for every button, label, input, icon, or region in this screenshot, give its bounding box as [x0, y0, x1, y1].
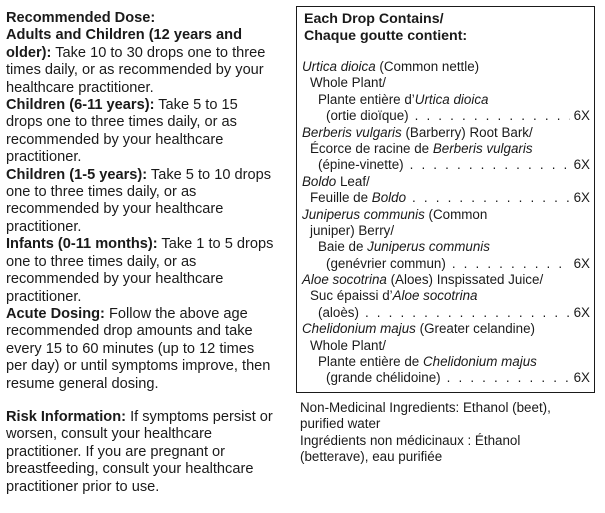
ingredient-line: (ortie dioïque) . . . 6X	[302, 108, 590, 124]
dose-young-children: Children (1-5 years): Take 5 to 10 drops one to three times daily, or as recommended by your healthcare practitioner.	[6, 166, 271, 235]
dose-heading: Recommended Dose:	[6, 10, 156, 26]
ingredient-line: Baie de Juniperus communis	[318, 239, 490, 255]
dose-infants: Infants (0-11 months): Take 1 to 5 drops one to three times daily, or as recommended by your healthcare practitioner.	[6, 236, 274, 305]
ingredient-line: Écorce de racine de Berberis vulgaris	[310, 140, 533, 156]
risk-information: Risk Information: If symptoms persist or worsen, consult your healthcare practitioner. If you are pregnant or breastfeeding, consult your healthcare practitioner prior to use.	[6, 408, 273, 495]
ingredient-line: (genévrier commun) . . . 6X	[302, 256, 590, 272]
ingredient-line: (grande chélidoine) . . . 6X	[302, 370, 590, 386]
ingredient-line: Suc épaissi d’Aloe socotrina	[310, 288, 478, 304]
ingredient-line: juniper) Berry/	[310, 222, 395, 238]
non-medicinal-en: Non-Medicinal Ingredients: Ethanol (beet), purified water	[300, 400, 551, 432]
dose-adults: Adults and Children (12 years and older): Take 10 to 30 drops one to three times daily, or as recommended by your healthcare practitioner.	[6, 27, 266, 96]
ingredient-line: Plante entière d’Urtica dioica	[318, 91, 489, 107]
ingredient-line: Berberis vulgaris (Barberry) Root Bark/	[302, 124, 533, 140]
ingredients-box	[296, 6, 595, 393]
dose-children: Children (6-11 years): Take 5 to 15 drops one to three times daily, or as recommended by your healthcare practitioner.	[6, 97, 238, 166]
ingredient-line: Boldo Leaf/	[302, 173, 370, 189]
ingredient-list	[302, 59, 590, 387]
ingredient-line: Juniperus communis (Common	[302, 206, 488, 222]
ingredient-line: Plante entière de Chelidonium majus	[318, 354, 537, 370]
ingredient-line: Chelidonium majus (Greater celandine)	[302, 321, 535, 337]
ingredient-line: (aloès) . . . 6X	[302, 305, 590, 321]
ingredient-line: Aloe socotrina (Aloes) Inspissated Juice/	[302, 272, 544, 288]
ingredient-line: Whole Plant/	[310, 337, 386, 353]
dose-acute: Acute Dosing: Follow the above age recommended drop amounts and take every 15 to 60 minutes (up to 12 times per day) or until symptoms improve, then resume general dosing.	[6, 305, 271, 392]
box-title: Each Drop Contains/ Chaque goutte contient:	[304, 11, 468, 44]
non-medicinal-ingredients	[300, 400, 590, 466]
dosage-section	[6, 10, 274, 496]
non-medicinal-fr: Ingrédients non médicinaux : Éthanol (betterave), eau purifiée	[300, 432, 521, 465]
ingredient-line: (épine-vinette) . . . 6X	[302, 157, 590, 173]
ingredient-line: Feuille de Boldo . . . 6X	[302, 190, 590, 206]
ingredient-line: Whole Plant/	[310, 75, 386, 91]
ingredient-line: Urtica dioica (Common nettle)	[302, 59, 480, 74]
